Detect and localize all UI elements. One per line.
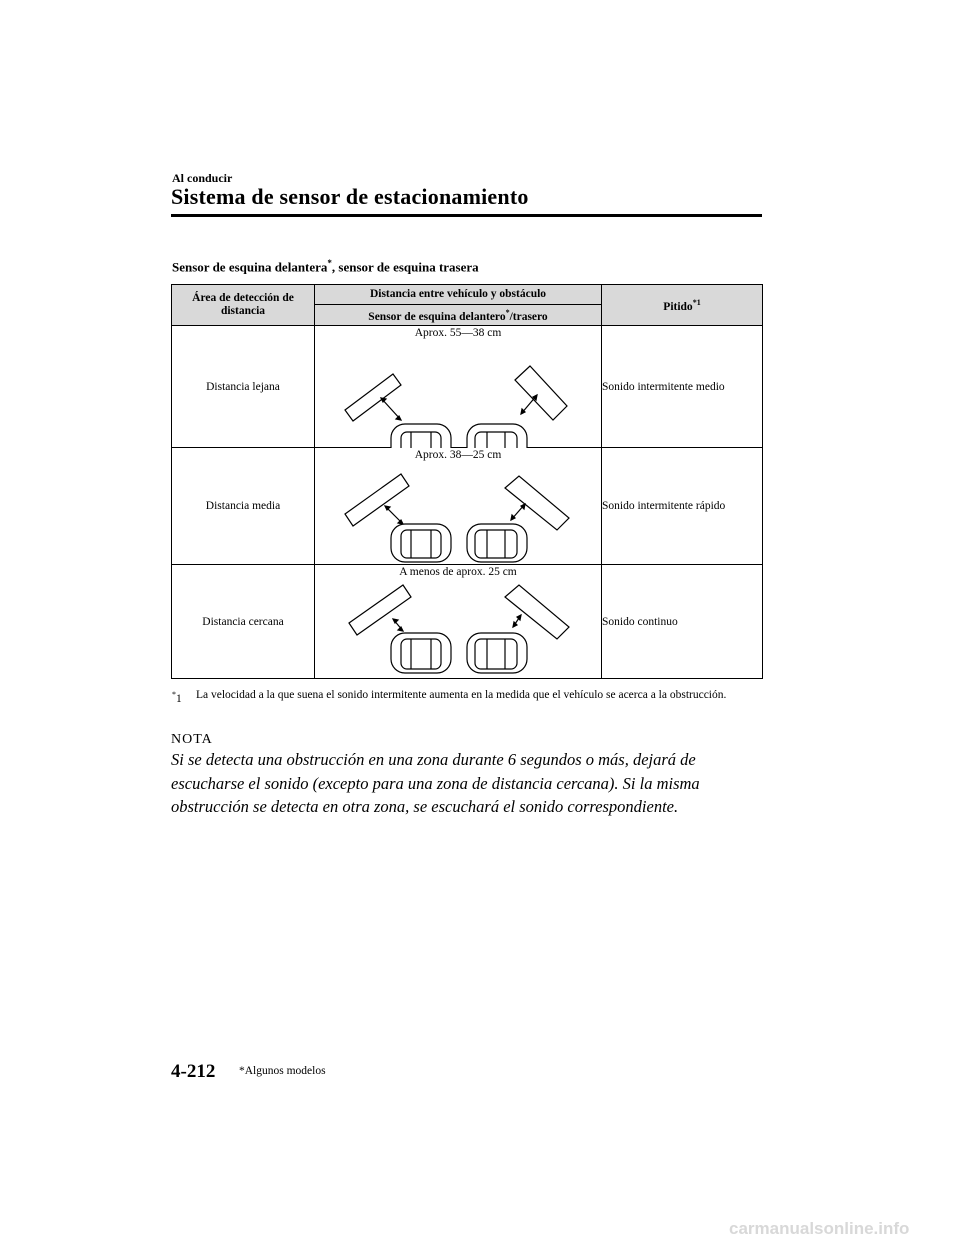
footnote-text: La velocidad a la que suena el sonido intermitente aumenta en la medida que el vehículo se acerca a la obstrucción. — [196, 689, 727, 701]
sound-cell: Sonido intermitente medio — [602, 326, 763, 448]
title-rule — [171, 214, 762, 217]
diagram-cell — [315, 448, 602, 565]
diagram-cell — [315, 565, 602, 679]
page-number: 4-212 — [171, 1061, 216, 1082]
corner-sensor-diagram — [315, 462, 602, 564]
models-note: *Algunos modelos — [239, 1065, 326, 1077]
front-car — [391, 424, 451, 448]
sound-cell: Sonido continuo — [602, 565, 763, 679]
table-row — [172, 326, 763, 448]
footnote-marker: *1 — [172, 690, 182, 705]
sound-cell: Sonido intermitente rápido — [602, 448, 763, 565]
front-car — [391, 524, 451, 562]
note-text: Si se detecta una obstrucción en una zona durante 6 segundos o más, dejará de escucharse el sonido (excepto para una zona de distancia cercana). Si la misma obstrucción se detecta en otra zona, se escuchará el sonido correspondiente. — [171, 750, 700, 816]
rear-car — [467, 524, 527, 562]
left-obstacle — [345, 374, 401, 421]
rear-car — [467, 424, 527, 448]
rear-car — [467, 633, 527, 673]
area-cell: Distancia cercana — [172, 565, 315, 679]
range-label: A menos de aprox. 25 cm — [399, 566, 517, 578]
header-area: Área de detección de distancia — [172, 285, 315, 326]
left-obstacle — [345, 474, 409, 526]
note-label: NOTA — [171, 732, 213, 747]
front-car — [391, 633, 451, 673]
area-cell: Distancia lejana — [172, 326, 315, 448]
corner-sensor-diagram — [315, 579, 602, 678]
page-title: Sistema de sensor de estacionamiento — [171, 184, 529, 209]
table-row — [172, 565, 763, 679]
header-distance: Distancia entre vehículo y obstáculo — [315, 285, 602, 305]
section-label: Al conducir — [172, 171, 233, 185]
right-obstacle — [505, 476, 569, 530]
distance-table — [171, 284, 763, 679]
subheading: Sensor de esquina delantera*, sensor de esquina trasera — [172, 258, 479, 275]
table-row — [172, 448, 763, 565]
range-label: Aprox. 38―25 cm — [414, 449, 502, 461]
header-beep: Pitido$^{*1}$ — [602, 285, 763, 326]
header-sensor: Sensor de esquina delantero*/trasero — [315, 304, 602, 325]
range-label: Aprox. 55―38 cm — [414, 327, 502, 339]
diagram-cell — [315, 326, 602, 448]
watermark: carmanualsonline.info — [729, 1219, 910, 1238]
right-obstacle — [505, 585, 569, 639]
corner-sensor-diagram — [315, 340, 602, 448]
area-cell: Distancia media — [172, 448, 315, 565]
